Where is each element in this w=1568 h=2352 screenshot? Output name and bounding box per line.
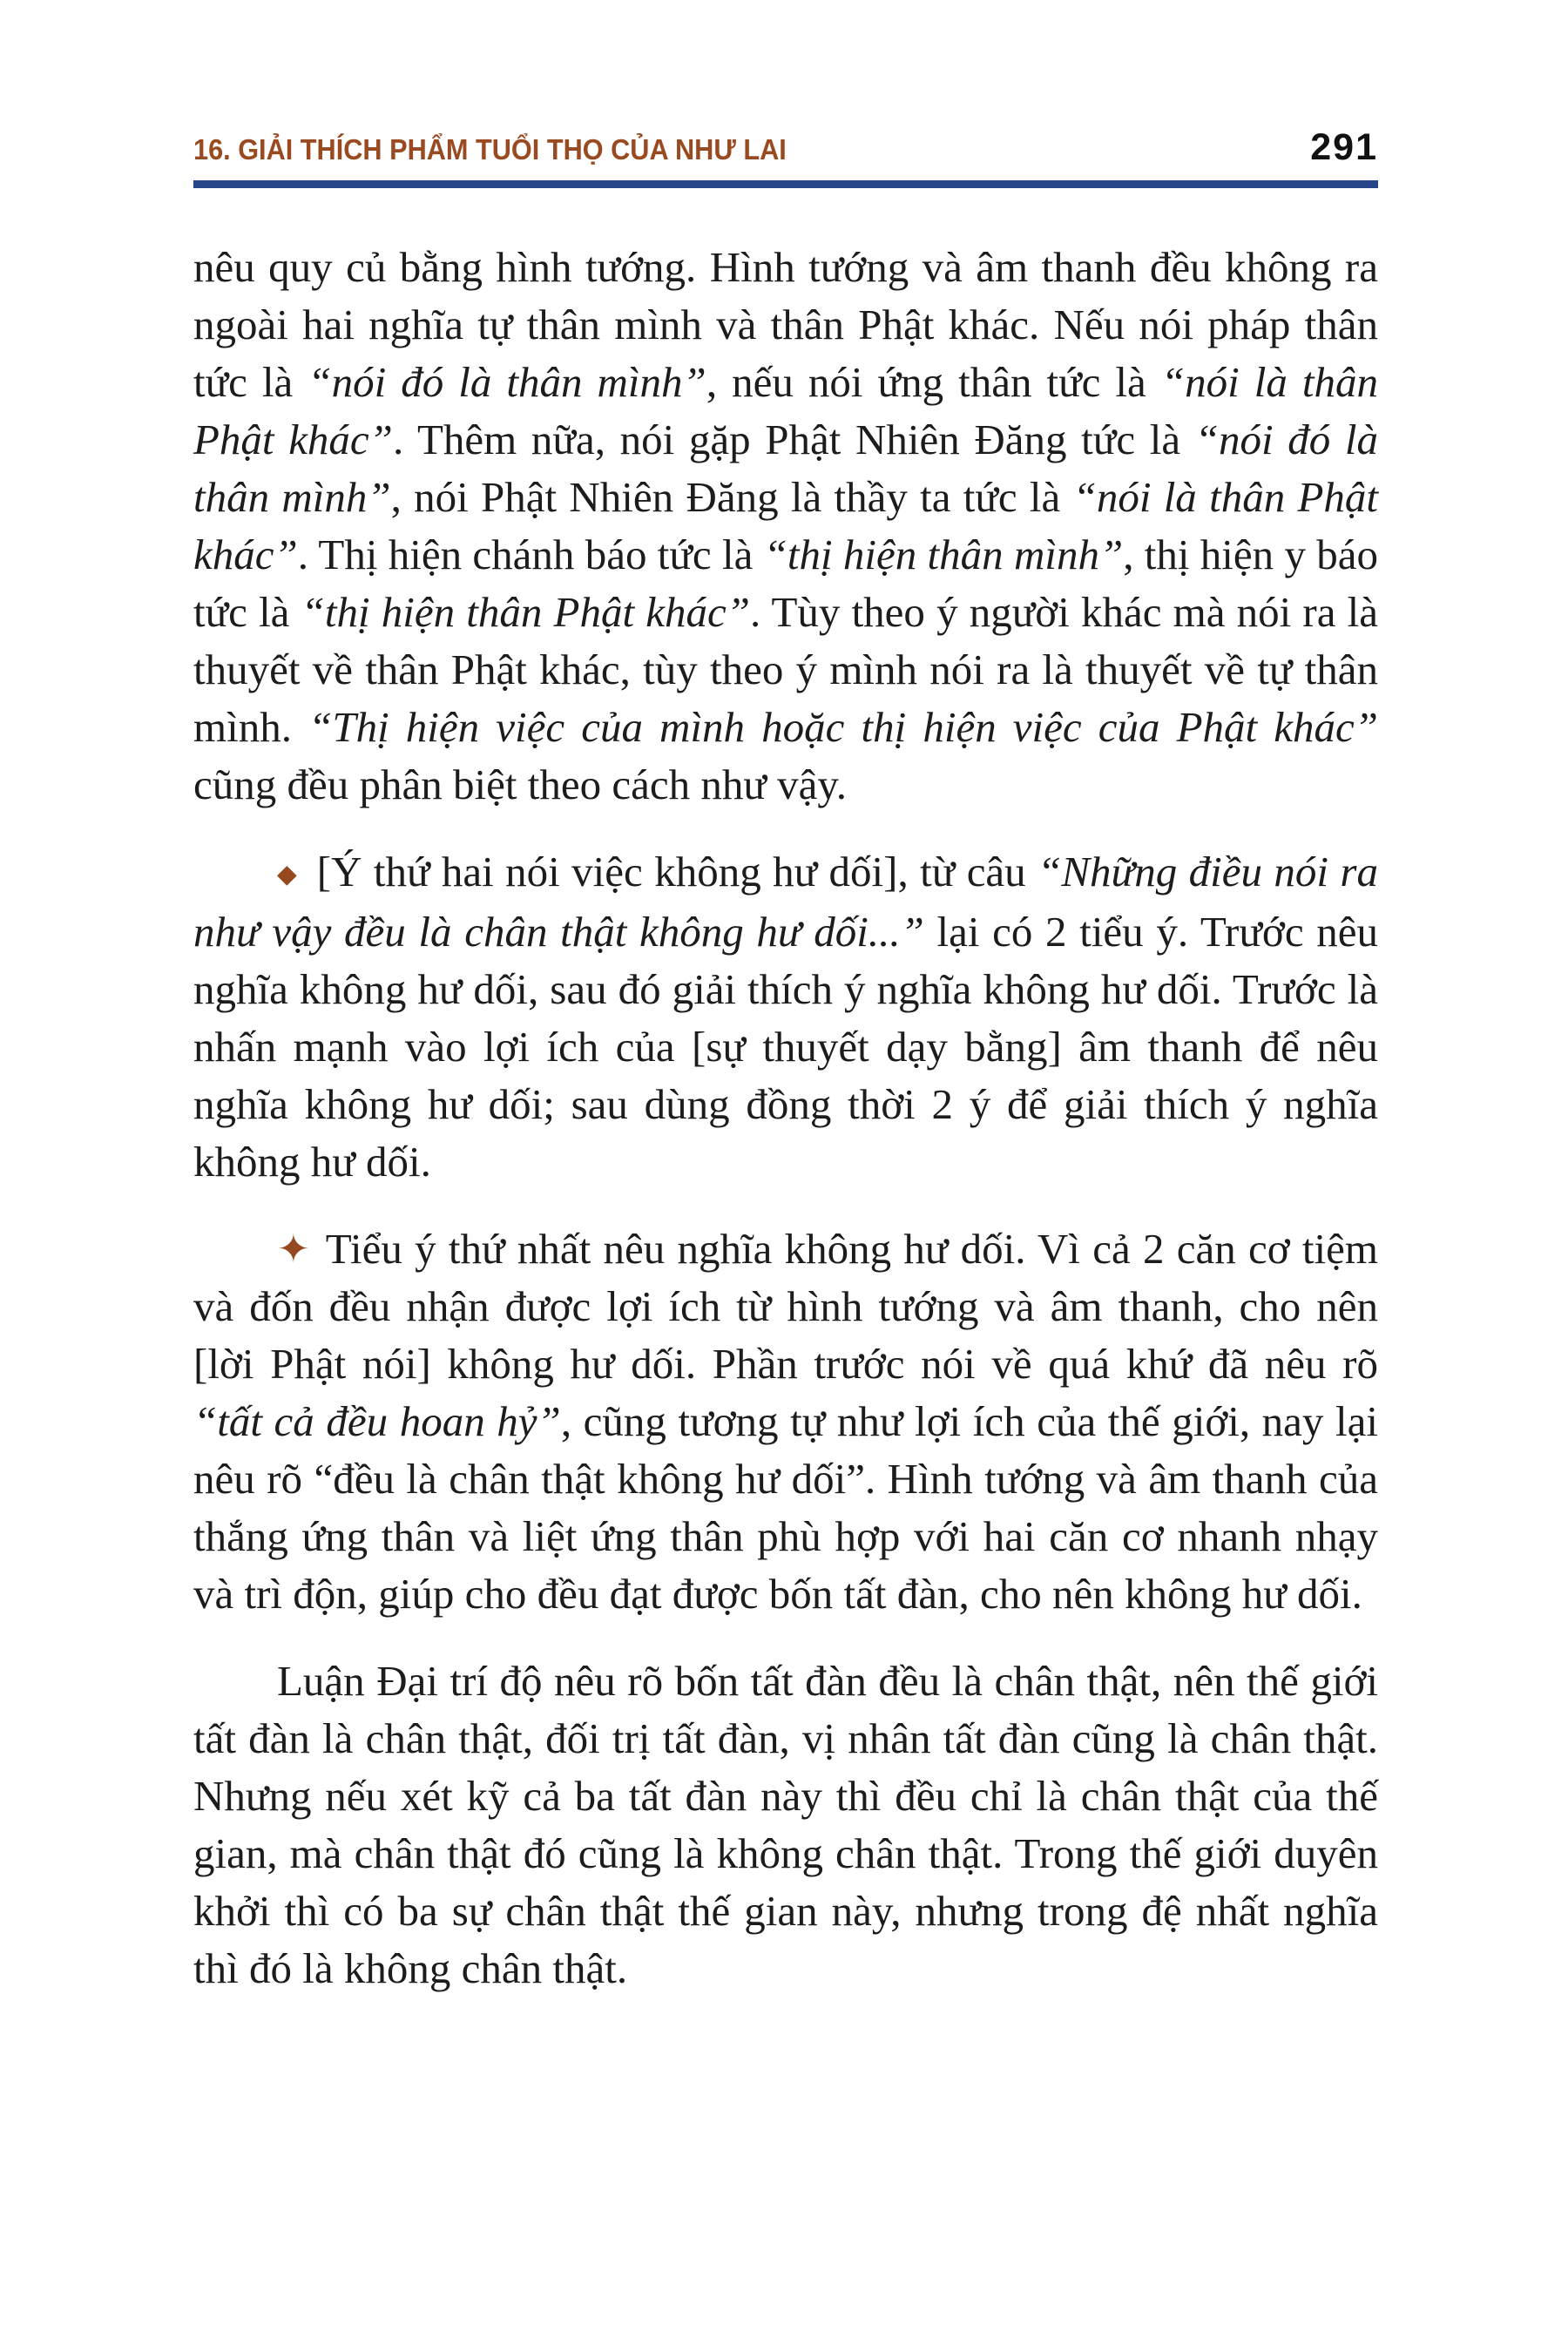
paragraph-1 bbox=[193, 239, 1378, 814]
paragraph-1-text: nêu quy củ bằng hình tướng. Hình tướng và âm thanh đều không ra ngoài hai nghĩa tự thân mình và thân Phật khác. Nếu nói pháp thân tức là “nói đó là thân mình”, nếu nói ứng thân tức là “nói là thân Phật khác”. Thêm nữa, nói gặp Phật Nhiên Đăng tức là “nói đó là thân mình”, nói Phật Nhiên Đăng là thầy ta tức là “nói là thân Phật khác”. Thị hiện chánh báo tức là “thị hiện thân mình”, thị hiện y báo tức là “thị hiện thân Phật khác”. Tùy theo ý người khác mà nói ra là thuyết về thân Phật khác, tùy theo ý mình nói ra là thuyết về tự thân mình. “Thị hiện việc của mình hoặc thị hiện việc của Phật khác” cũng đều phân biệt theo cách như vậy. bbox=[193, 243, 1379, 808]
page-header bbox=[193, 126, 1378, 168]
chapter-title: 16. GIẢI THÍCH PHẨM TUỔI THỌ CỦA NHƯ LAI bbox=[193, 133, 787, 166]
paragraph-3 bbox=[193, 1220, 1378, 1623]
diamond-bullet-icon: ◆ bbox=[277, 860, 298, 889]
header-rule-divider bbox=[193, 180, 1378, 188]
paragraph-4-text: Luận Đại trí độ nêu rõ bốn tất đàn đều là chân thật, nên thế giới tất đàn là chân thật, đối trị tất đàn, vị nhân tất đàn cũng là chân thật. Nhưng nếu xét kỹ cả ba tất đàn này thì đều chỉ là chân thật của thế gian, mà chân thật đó cũng là không chân thật. Trong thế giới duyên khởi thì có ba sự chân thật thế gian này, nhưng trong đệ nhất nghĩa thì đó là không chân thật. bbox=[193, 1657, 1378, 1992]
paragraph-2 bbox=[193, 843, 1378, 1191]
paragraph-2-text: [Ý thứ hai nói việc không hư dối], từ câu “Những điều nói ra như vậy đều là chân thật không hư dối...” lại có 2 tiểu ý. Trước nêu nghĩa không hư dối, sau đó giải thích ý nghĩa không hư dối. Trước là nhấn mạnh vào lợi ích của [sự thuyết dạy bằng] âm thanh để nêu nghĩa không hư dối; sau dùng đồng thời 2 ý để giải thích ý nghĩa không hư dối. bbox=[193, 848, 1378, 1186]
page-number: 291 bbox=[1310, 126, 1378, 168]
four-pointed-star-bullet-icon: ✦ bbox=[277, 1227, 310, 1271]
body-text bbox=[193, 239, 1378, 1997]
paragraph-3-text: Tiểu ý thứ nhất nêu nghĩa không hư dối. Vì cả 2 căn cơ tiệm và đốn đều nhận được lợi ích từ hình tướng và âm thanh, cho nên [lời Phật nói] không hư dối. Phần trước nói về quá khứ đã nêu rõ “tất cả đều hoan hỷ”, cũng tương tự như lợi ích của thế giới, nay lại nêu rõ “đều là chân thật không hư dối”. Hình tướng và âm thanh của thắng ứng thân và liệt ứng thân phù hợp với hai căn cơ nhanh nhạy và trì độn, giúp cho đều đạt được bốn tất đàn, cho nên không hư dối. bbox=[193, 1224, 1378, 1618]
paragraph-4 bbox=[193, 1652, 1378, 1997]
